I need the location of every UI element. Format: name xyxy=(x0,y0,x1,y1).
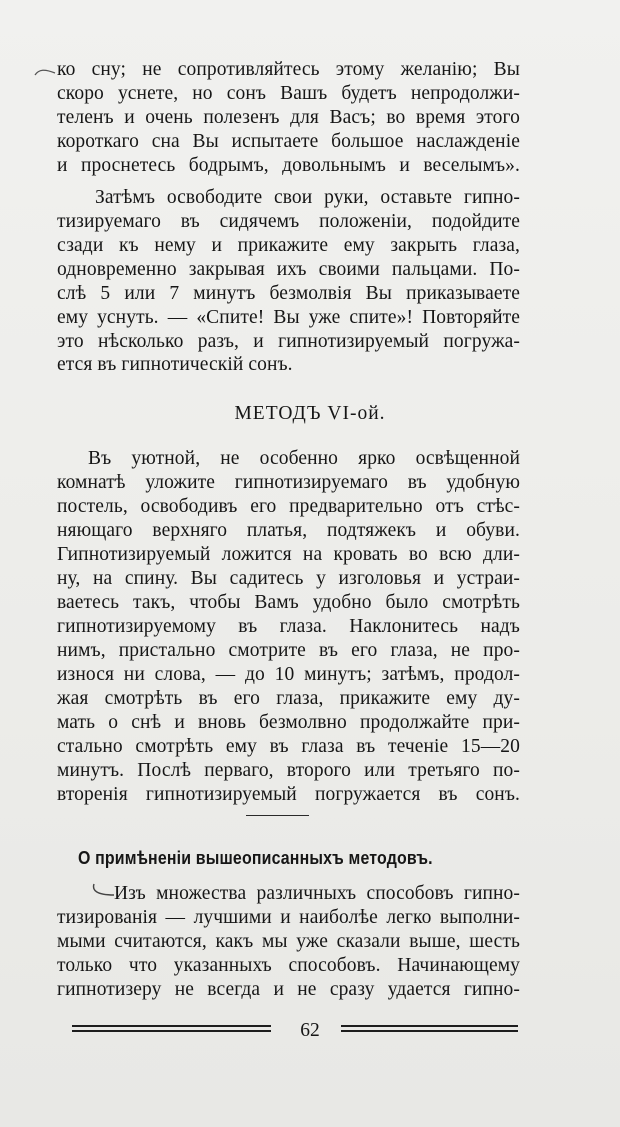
text-line: Затѣмъ освободите свои руки, оставьте гипно- xyxy=(95,187,520,208)
text-line: тизируемаго въ сидячемъ положеніи, подойдите xyxy=(57,211,520,232)
text-line: износя ни слова, — до 10 минутъ; затѣмъ, продол- xyxy=(57,664,520,685)
text-line: сзади къ нему и прикажите ему закрыть глаза, xyxy=(57,235,520,256)
text-line: нимъ, пристально смотрите въ его глаза, не про- xyxy=(57,640,520,661)
text-line: Гипнотизируемый ложится на кровать во всю дли- xyxy=(57,544,520,565)
footer-rule-right xyxy=(341,1025,518,1032)
text-line: гипнотизеру не всегда и не сразу удается гипно- xyxy=(57,979,520,1000)
text-line: минутъ. Послѣ перваго, второго или третьяго по- xyxy=(57,760,520,781)
text-line: стально смотрѣть ему въ глаза въ теченіе 15—20 xyxy=(57,736,520,757)
text-line: постель, освободивъ его предварительно отъ стѣс- xyxy=(57,496,520,517)
text-line: ему уснуть. — «Спите! Вы уже спите»! Повторяйте xyxy=(57,307,520,328)
page-number: 62 xyxy=(300,1020,320,1041)
section-separator xyxy=(246,815,309,816)
text-line: жая смотрѣть въ его глаза, прикажите ему ду- xyxy=(57,688,520,709)
method-heading: МЕТОДЪ VI-ой. xyxy=(234,403,386,424)
text-line: теленъ и очень полезенъ для Васъ; во время этого xyxy=(57,107,520,128)
text-line: скоро уснете, но сонъ Вашъ будетъ непродолжи- xyxy=(57,83,520,104)
text-line: и проснетесь бодрымъ, довольнымъ и веселымъ». xyxy=(57,155,520,176)
pencil-mark xyxy=(90,882,116,898)
text-line: ется въ гипнотическій сонъ. xyxy=(57,354,293,375)
text-line: гипнотизируемому въ глаза. Наклонитесь надъ xyxy=(57,616,520,637)
text-line: Въ уютной, не особенно ярко освѣщенной xyxy=(88,448,520,469)
text-line: ваетесь такъ, чтобы Вамъ удобно было смотрѣть xyxy=(57,592,520,613)
text-line: няющаго верхняго платья, подтяжекъ и обуви. xyxy=(57,520,520,541)
text-line: слѣ 5 или 7 минутъ безмолвія Вы приказываете xyxy=(57,283,520,304)
text-line: короткаго сна Вы испытаете большое наслажденіе xyxy=(57,131,520,152)
text-line: вторенія гипнотизируемый погружается въ сонъ. xyxy=(57,784,520,805)
section-title: О примѣненіи вышеописанныхъ методовъ. xyxy=(78,847,433,868)
text-line: мать о снѣ и вновь безмолвно продолжайте при- xyxy=(57,712,520,733)
pencil-mark xyxy=(33,66,57,80)
text-line: только что указанныхъ способовъ. Начинающему xyxy=(57,955,520,976)
text-line: ко сну; не сопротивляйтесь этому желанію; Вы xyxy=(57,59,520,80)
text-line: мыми считаются, какъ мы уже сказали выше, шесть xyxy=(57,931,520,952)
text-line: ну, на спину. Вы садитесь у изголовья и устраи- xyxy=(57,568,520,589)
text-line: это нѣсколько разъ, и гипнотизируемый погружа- xyxy=(57,331,520,352)
text-line: комнатѣ уложите гипнотизируемаго въ удобную xyxy=(57,472,520,493)
text-line: одновременно закрывая ихъ своими пальцами. По- xyxy=(57,259,520,280)
text-line: Изъ множества различныхъ способовъ гипно- xyxy=(114,883,520,904)
text-line: тизированія — лучшими и наиболѣе легко выполни- xyxy=(57,907,520,928)
